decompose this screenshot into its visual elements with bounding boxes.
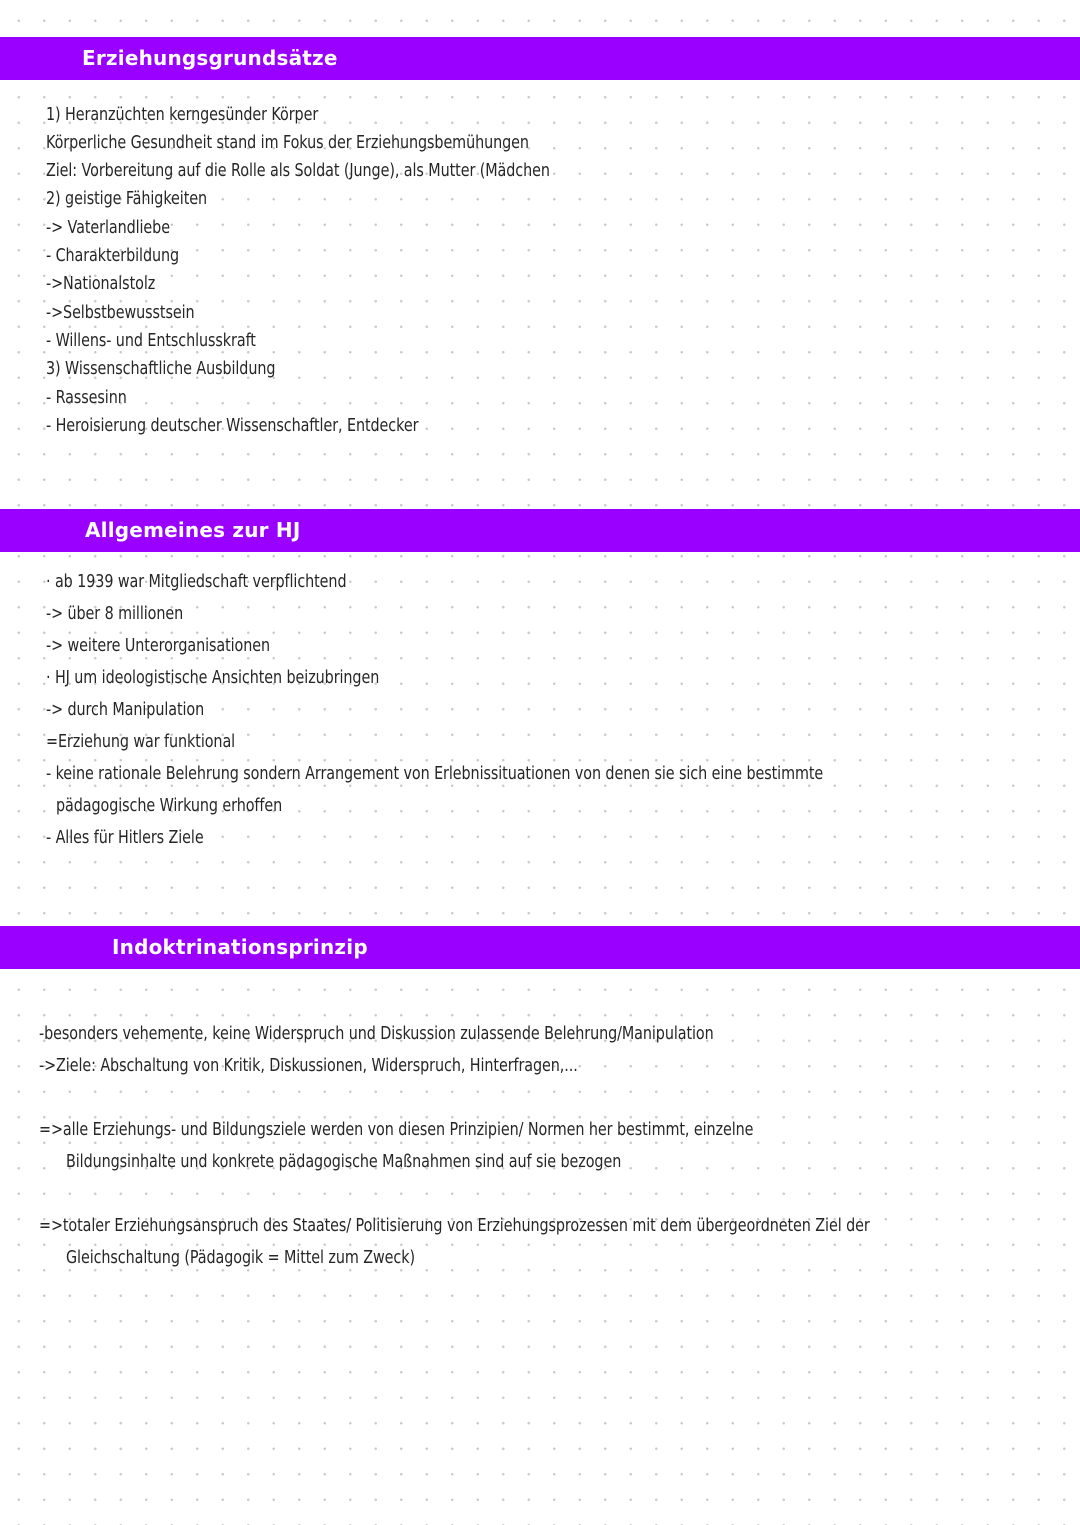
note-line: Ziel: Vorbereitung auf die Rolle als Soldat (Junge), als Mutter (Mädchen bbox=[46, 161, 550, 181]
note-line: · HJ um ideologistische Ansichten beizubringen bbox=[46, 668, 380, 688]
note-line: ->Nationalstolz bbox=[46, 274, 156, 294]
note-line: ->Ziele: Abschaltung von Kritik, Diskussionen, Widerspruch, Hinterfragen,... bbox=[39, 1056, 578, 1076]
note-line: Bildungsinhalte und konkrete pädagogische Maßnahmen sind auf sie bezogen bbox=[66, 1152, 622, 1172]
section-header-erziehungsgrundsaetze bbox=[0, 37, 1080, 80]
section-title: Allgemeines zur HJ bbox=[85, 518, 301, 542]
section-title: Indoktrinationsprinzip bbox=[112, 935, 368, 959]
note-line: 1) Heranzüchten kerngesünder Körper bbox=[46, 105, 319, 125]
note-line: - Rassesinn bbox=[46, 388, 127, 408]
note-line: -> weitere Unterorganisationen bbox=[46, 636, 271, 656]
note-line: pädagogische Wirkung erhoffen bbox=[56, 796, 283, 816]
note-line: · ab 1939 war Mitgliedschaft verpflichtend bbox=[46, 572, 347, 592]
section-header-allgemeines-zur-hj bbox=[0, 509, 1080, 552]
note-line: -> über 8 millionen bbox=[46, 604, 184, 624]
note-line: - keine rationale Belehrung sondern Arrangement von Erlebnissituationen von denen sie sich eine bestimmte bbox=[46, 764, 824, 784]
note-line: -> Vaterlandliebe bbox=[46, 218, 170, 238]
note-line: Gleichschaltung (Pädagogik = Mittel zum Zweck) bbox=[66, 1248, 415, 1268]
note-line: -> durch Manipulation bbox=[46, 700, 205, 720]
note-line: =>alle Erziehungs- und Bildungsziele werden von diesen Prinzipien/ Normen her bestimmt, einzelne bbox=[39, 1120, 754, 1140]
note-line: =>totaler Erziehungsanspruch des Staates/ Politisierung von Erziehungsprozessen mit dem übergeordneten Ziel der bbox=[39, 1216, 870, 1236]
note-line: - Willens- und Entschlusskraft bbox=[46, 331, 256, 351]
note-line: =Erziehung war funktional bbox=[46, 732, 236, 752]
note-line: Körperliche Gesundheit stand im Fokus der Erziehungsbemühungen bbox=[46, 133, 529, 153]
note-line: 3) Wissenschaftliche Ausbildung bbox=[46, 359, 276, 379]
note-line: - Charakterbildung bbox=[46, 246, 180, 266]
note-line: 2) geistige Fähigkeiten bbox=[46, 189, 208, 209]
note-line: -besonders vehemente, keine Widerspruch und Diskussion zulassende Belehrung/Manipulation bbox=[39, 1024, 714, 1044]
note-line: - Heroisierung deutscher Wissenschaftler, Entdecker bbox=[46, 416, 419, 436]
note-line: - Alles für Hitlers Ziele bbox=[46, 828, 204, 848]
section-header-indoktrinationsprinzip bbox=[0, 926, 1080, 969]
note-line: ->Selbstbewusstsein bbox=[46, 303, 195, 323]
section-title: Erziehungsgrundsätze bbox=[82, 46, 338, 70]
